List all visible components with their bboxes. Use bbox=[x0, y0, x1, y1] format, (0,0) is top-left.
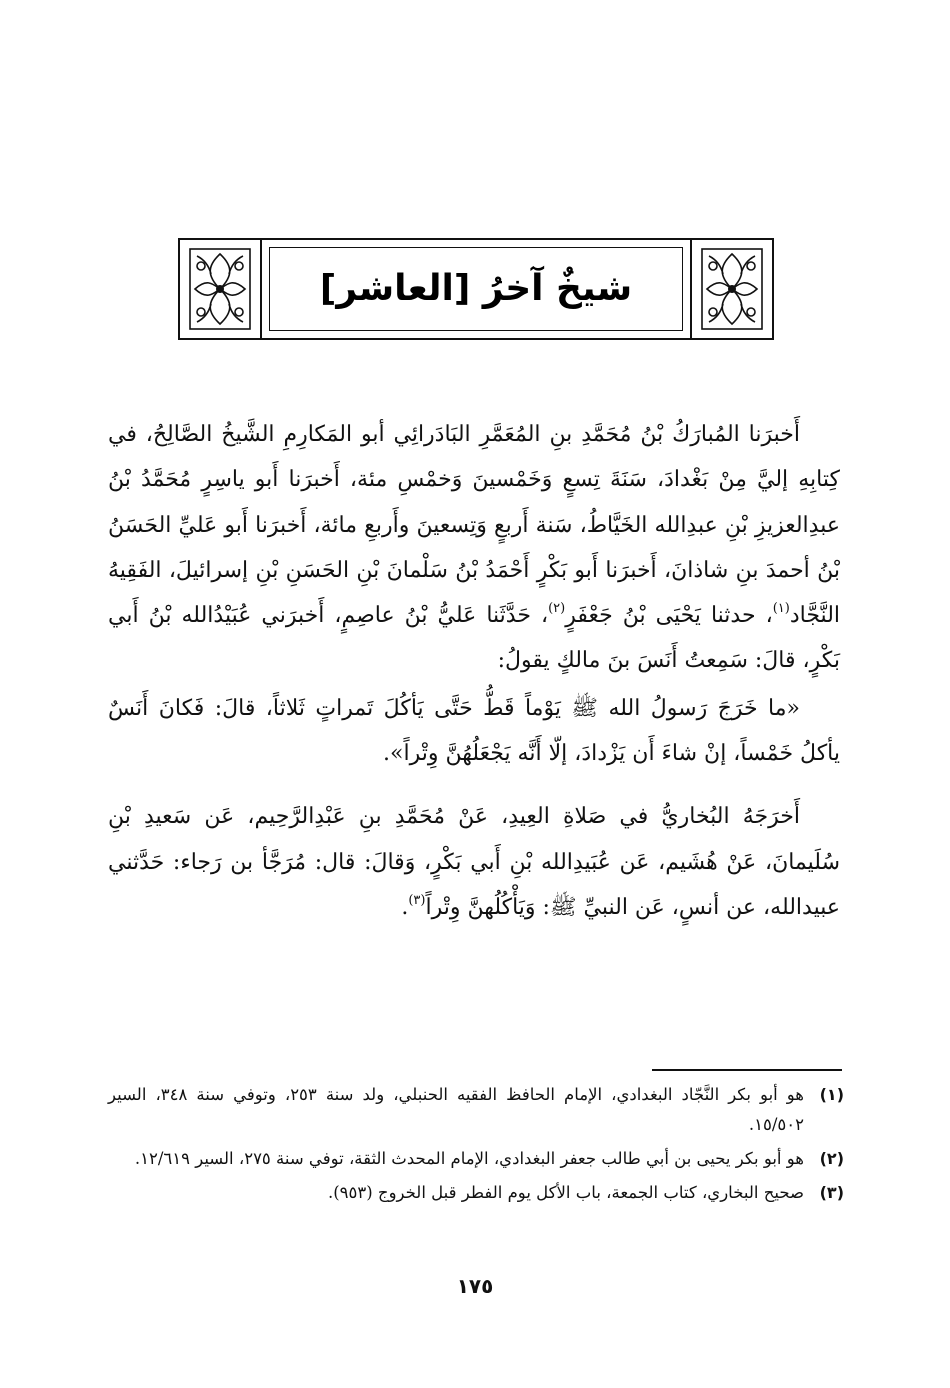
isnad-text-part-1: أَخبرَنا المُبارَكُ بْنُ مُحَمَّدِ بنِ المُعَمَّرِ البَادَرائِي أبو المَكارِمِ الشَّيخُ الصَّالِحُ، في كِتابِهِ إليَّ مِنْ بَغْدادَ، سَنَةَ تِسعٍ وَخَمْسينَ وَخمْسِ مئة، أَخبرَنا أَبو ياسِرٍ مُحَمَّدُ بْنُ عبدِالعزيزِ بْنِ عبدِالله الخَيَّاطُ، سَنة أَربعٍ وَتِسعينَ وأَربعِ مائة، أَخبرَنا أَبو عَليِّ الحَسَنُ بْنُ أحمدَ بنِ شاذانَ، أَخبرَنا أَبو بَكْرٍ أَحْمَدُ بْنُ سَلْمانَ بْنِ الحَسَنِ بْنِ إسرائيلَ، الفَقِيهُ النَّجَّاد bbox=[108, 422, 841, 629]
footnote-text: صحيح البخاري، كتاب الجمعة، باب الأكل يوم الفطر قبل الخروج (٩٥٣). bbox=[327, 1183, 804, 1202]
footnote-text: هو أبو بكر النَّجّاد البغدادي، الإمام الحافظ الفقيه الحنبلي، ولد سنة ٢٥٣، وتوفي سنة ٣٤٨، السير ١٥/٥٠٢. bbox=[108, 1085, 805, 1134]
main-text bbox=[108, 412, 840, 930]
chapter-title-frame bbox=[178, 238, 774, 340]
floral-ornament-icon bbox=[180, 240, 262, 338]
page-number: ١٧٥ bbox=[456, 1274, 494, 1298]
footnote-text: هو أبو بكر يحيى بن أبي طالب جعفر البغدادي، الإمام المحدث الثقة، توفي سنة ٢٧٥، السير ١٢/٦١٩. bbox=[134, 1149, 804, 1168]
footnote-number: (١) bbox=[819, 1085, 844, 1104]
footnote-ref[interactable]: (١) bbox=[772, 601, 790, 617]
isnad-text-part-3: ، حَدَّثَنا عَليُّ بْنُ عاصِمٍ، أَخبرَني عُبَيْدُالله بْنُ أَبي بَكْرٍ، قالَ: سَمِعتُ أَنَسَ بنَ مالكٍ يقولُ: bbox=[108, 603, 840, 674]
footnote-item bbox=[108, 1080, 844, 1140]
title-box bbox=[269, 247, 683, 331]
footnote-ref[interactable]: (٣) bbox=[408, 892, 426, 908]
chapter-title: شيخٌ آخرُ [العاشر] bbox=[319, 268, 633, 309]
footnote-item bbox=[108, 1178, 844, 1208]
footnote-number: (٢) bbox=[819, 1149, 844, 1168]
footnote-divider bbox=[652, 1069, 842, 1071]
footnote-item bbox=[108, 1144, 844, 1174]
floral-ornament-icon bbox=[690, 240, 772, 338]
takhrij-end: . bbox=[401, 894, 409, 920]
footnote-ref[interactable]: (٢) bbox=[548, 601, 566, 617]
footnote-number: (٣) bbox=[819, 1183, 844, 1202]
takhrij-paragraph bbox=[108, 794, 840, 930]
footnotes bbox=[108, 1080, 844, 1212]
hadith-paragraph: «ما خَرَجَ رَسولُ الله ﷺ يَوْماً قَطُّ حَتَّى يَأكُلَ تَمراتٍ ثَلاثاً، قالَ: فَكانَ أَنَسٌ يأكلُ خَمْساً، إنْ شاءَ أَن يَزْدادَ، إلّا أَنَّه يَجْعَلُهُنَّ وِتْراً». bbox=[108, 695, 840, 767]
isnad-text-part-2: ، حدثنا يَحْيَى بْنُ جَعْفَرٍ bbox=[565, 603, 773, 629]
isnad-paragraph bbox=[108, 412, 840, 684]
takhrij-text: أَخرَجَهُ البُخاريُّ في صَلاةِ العِيدِ، عَنْ مُحَمَّدِ بنِ عَبْدِالرَّحِيم، عَن سَعيدِ بْنِ سُلَيمانَ، عَنْ هُشَيم، عَن عُبَيدِالله بْنِ أَبي بَكْرٍ، وَقالَ: قال: مُرَجَّأ بن رَجاء: حَدَّثني عبيدالله، عن أنسٍ، عَن النبيِّ ﷺ: وَيَأْكُلُهنَّ وِتْراً bbox=[108, 804, 840, 920]
